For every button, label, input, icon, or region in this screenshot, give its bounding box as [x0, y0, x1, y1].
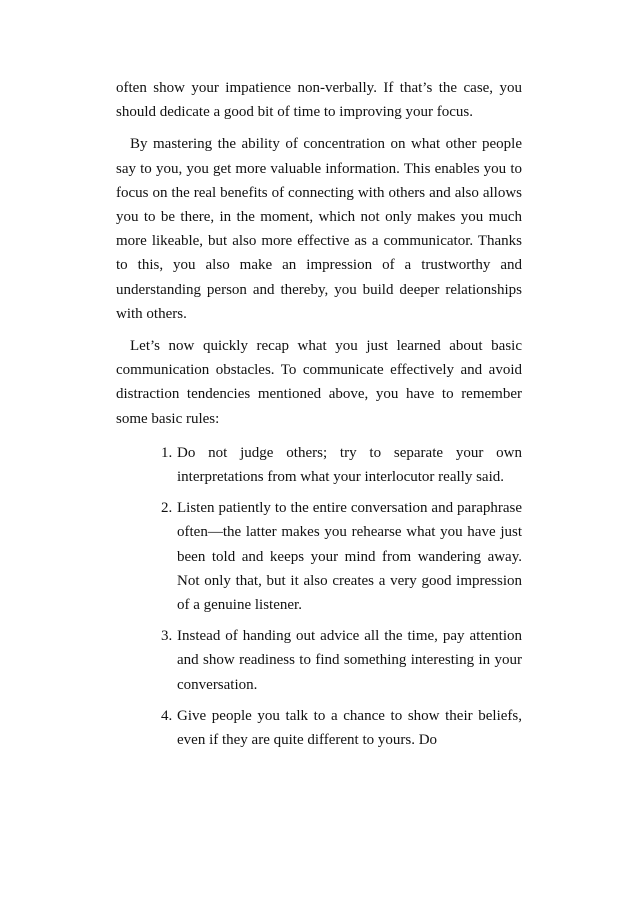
list-item-number: 3. [161, 628, 173, 645]
list-item [161, 496, 522, 617]
paragraph-recap: Let’s now quickly recap what you just learned about basic communication obstacles. To communicate effectively and avoid distraction tendencies mentioned above, you have to remember some basic rules: [116, 338, 522, 427]
rules-list [116, 441, 522, 752]
list-item [161, 441, 522, 489]
document-page [116, 76, 522, 759]
paragraph-concentration: By mastering the ability of concentration on what other people say to you, you get more valuable information. This enables you to focus on the real benefits of connecting with others and also allows you to be there, in the moment, which not only makes you much more likeable, but also more effective as a communicator. Thanks to this, you also make an impression of a trustworthy and understanding person and thereby, you build deeper relationships with others. [116, 136, 522, 322]
list-item-text: Do not judge others; try to separate your own interpretations from what your interlocutor really said. [177, 444, 522, 486]
list-item-text: Give people you talk to a chance to show their beliefs, even if they are quite different to yours. Do [177, 707, 522, 749]
list-item [161, 704, 522, 752]
list-item-text: Listen patiently to the entire conversation and paraphrase often—the latter makes you rehearse what you have just been told and keeps your mind from wandering away. Not only that, but it also creates a very good impression of a genuine listener. [177, 500, 522, 614]
list-item-number: 2. [161, 500, 173, 517]
list-item-number: 4. [161, 707, 173, 724]
paragraph-continuation: often show your impatience non-verbally. If that’s the case, you should dedicate a good bit of time to improving your focus. [116, 80, 522, 121]
list-item-number: 1. [161, 444, 173, 461]
list-item-text: Instead of handing out advice all the time, pay attention and show readiness to find something interesting in your conversation. [177, 628, 522, 693]
list-item [161, 624, 522, 697]
